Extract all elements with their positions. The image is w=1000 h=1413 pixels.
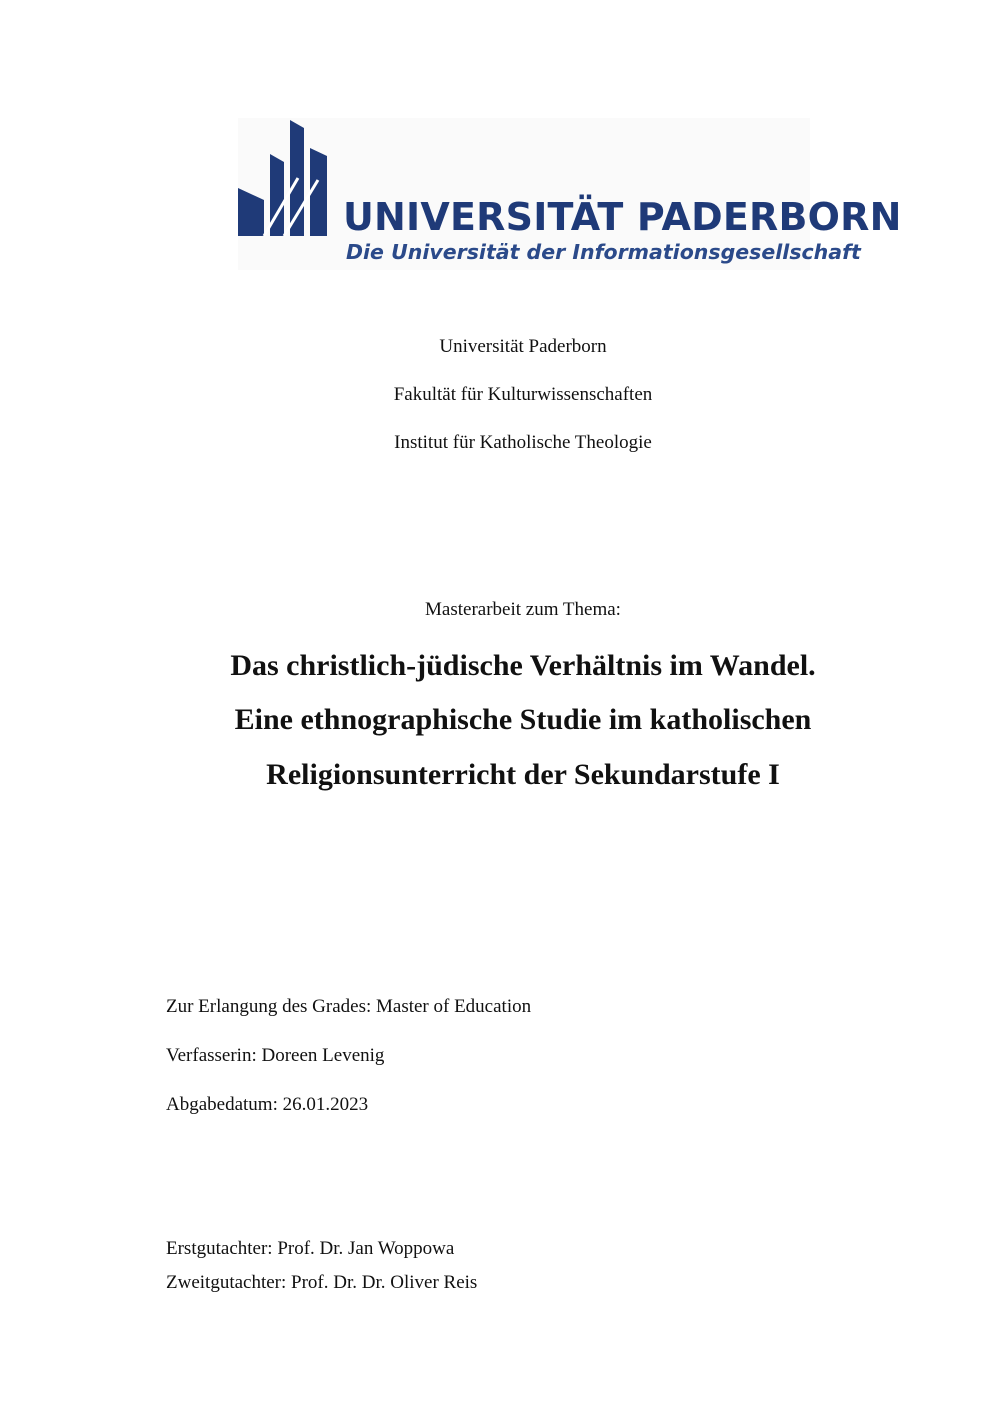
thesis-title-line-1: Das christlich-jüdische Verhältnis im Wandel. (230, 649, 816, 682)
university-logo (238, 118, 902, 270)
degree-line: Zur Erlangung des Grades: Master of Education (166, 996, 532, 1017)
thesis-title-line-2: Eine ethnographische Studie im katholischen (234, 703, 812, 736)
submission-date-line: Abgabedatum: 26.01.2023 (166, 1094, 369, 1115)
faculty-name: Fakultät für Kulturwissenschaften (393, 384, 653, 405)
logo-tagline: Die Universität der Informationsgesellschaft (346, 240, 861, 264)
university-name: Universität Paderborn (439, 336, 607, 357)
university-logo-mark (238, 118, 330, 240)
thesis-title-line-3: Religionsunterricht der Sekundarstufe I (266, 758, 780, 791)
author-line: Verfasserin: Doreen Levenig (166, 1045, 385, 1066)
first-supervisor-line: Erstgutachter: Prof. Dr. Jan Woppowa (166, 1238, 455, 1259)
institute-name: Institut für Katholische Theologie (394, 432, 652, 453)
second-supervisor-line: Zweitgutachter: Prof. Dr. Dr. Oliver Reis (166, 1272, 478, 1293)
logo-wordmark: UNIVERSITÄT PADERBORN (343, 195, 902, 239)
thesis-label: Masterarbeit zum Thema: (425, 599, 621, 620)
